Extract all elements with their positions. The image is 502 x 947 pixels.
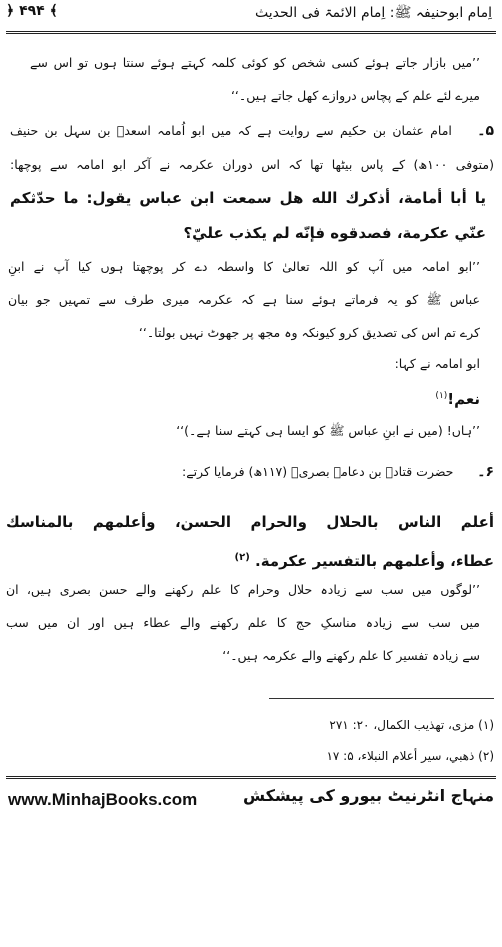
- arabic-quote-2: [6, 505, 494, 579]
- text-line: میرے لئے علم کے پچاس دروازے کھل جاتے ہیں۔‘‘: [230, 88, 480, 103]
- text-line: ’’لوگوں میں سب سے زیادہ حلال وحرام کا علم رکھنے والے حسن بصری ہیں، ان: [6, 582, 480, 597]
- footnote-ref: (۲): [234, 552, 250, 563]
- text-line: میں سب سے زیادہ مناسکِ حج کا علم رکھنے والے عطاء ہیں اور ان میں سب: [6, 615, 480, 630]
- footer-brand: منہاج انٹرنیٹ بیورو کی پیشکش: [242, 786, 494, 805]
- text-line: کرے تم اس کی تصدیق کرو کیونکہ وہ مجھ پر جھوٹ نہیں بولتا۔‘‘: [138, 325, 480, 340]
- arabic-quote-1: [10, 181, 486, 251]
- footnote-1: (۱) مزی، تهذيب الكمال، ۲۰: ۲۷۱: [329, 718, 494, 732]
- urdu-quote-1: [30, 46, 480, 112]
- urdu-quote-3: [6, 573, 480, 672]
- naam-line: [435, 379, 480, 417]
- section-text: امام عثمان بن حکیم سے روایت ہے کہ میں ابو اُمامہ اسعدؒ بن سہل بن حنیف: [10, 123, 452, 138]
- text-line: عباس ﷺ کو یہ فرماتے ہوئے سنا ہے کہ عکرمہ میری طرف سے تمہیں جو بیان: [8, 292, 480, 307]
- arabic-line-text: عطاء، وأعلمهم بالتفسير عكرمة.: [255, 552, 494, 570]
- text-line: (متوفی ۱۰۰ھ) کے پاس بیٹھا تھا کہ اس دوران عکرمہ نے آکر ابو امامہ سے پوچھا:: [10, 157, 494, 172]
- haan-quote: ’’ہاں! (میں نے ابنِ عباس ﷺ کو ایسا ہی کہتے سنا ہے۔)‘‘: [176, 423, 480, 438]
- naam-text: نعم!: [447, 390, 480, 408]
- header-divider: [6, 31, 496, 34]
- running-title: اِمام ابوحنیفہ ﷺ: اِمام الائمۃ فی الحدیث: [255, 5, 492, 21]
- section-5: [10, 114, 494, 181]
- section-text: حضرت قتادہ بن دعامہ بصریؒ (۱۱۷ھ) فرمایا کرتے:: [182, 464, 454, 479]
- arabic-line: أعلم الناس بالحلال والحرام الحسن، وأعلمهم بالمناسك: [6, 513, 494, 531]
- section-number: ۶۔: [477, 464, 494, 480]
- footnote-ref: (۱): [435, 391, 448, 401]
- arabic-line: يا أبا أمامة، أذكرك الله هل سمعت ابن عباس يقول: ما حدّثكم: [10, 189, 486, 207]
- text-line: ’’میں بازار جاتے ہوئے کسی شخص کو کوئی کلمہ کہتے ہوئے سنتا ہوں تو اس سے: [30, 55, 480, 70]
- arabic-line: عنّي عكرمة، فصدقوه فإنّه لم يكذب عليّ؟: [183, 224, 486, 242]
- abu-umama-said: ابو امامہ نے کہا:: [394, 356, 480, 371]
- urdu-quote-2: [8, 250, 480, 349]
- text-line: [10, 114, 494, 148]
- page-number: ﴾ ۴۹۴ ﴿: [6, 3, 58, 19]
- text-line: سے زیادہ تفسیر کا علم رکھنے والے عکرمہ ہیں۔‘‘: [222, 648, 480, 663]
- text-line: ’’ابو امامہ میں آپ کو اللہ تعالیٰ کا واسطہ دے کر پوچھتا ہوں کیا آپ نے ابنِ: [8, 259, 480, 274]
- footnote-2: (۲) ذهبي، سير أعلام النبلاء، ۵: ۱۷: [326, 749, 494, 763]
- section-6: [182, 455, 494, 489]
- footer-url[interactable]: www.MinhajBooks.com: [8, 790, 198, 809]
- section-number: ۵۔: [477, 123, 494, 139]
- footnote-divider: [269, 698, 494, 699]
- footer-divider: [6, 776, 496, 779]
